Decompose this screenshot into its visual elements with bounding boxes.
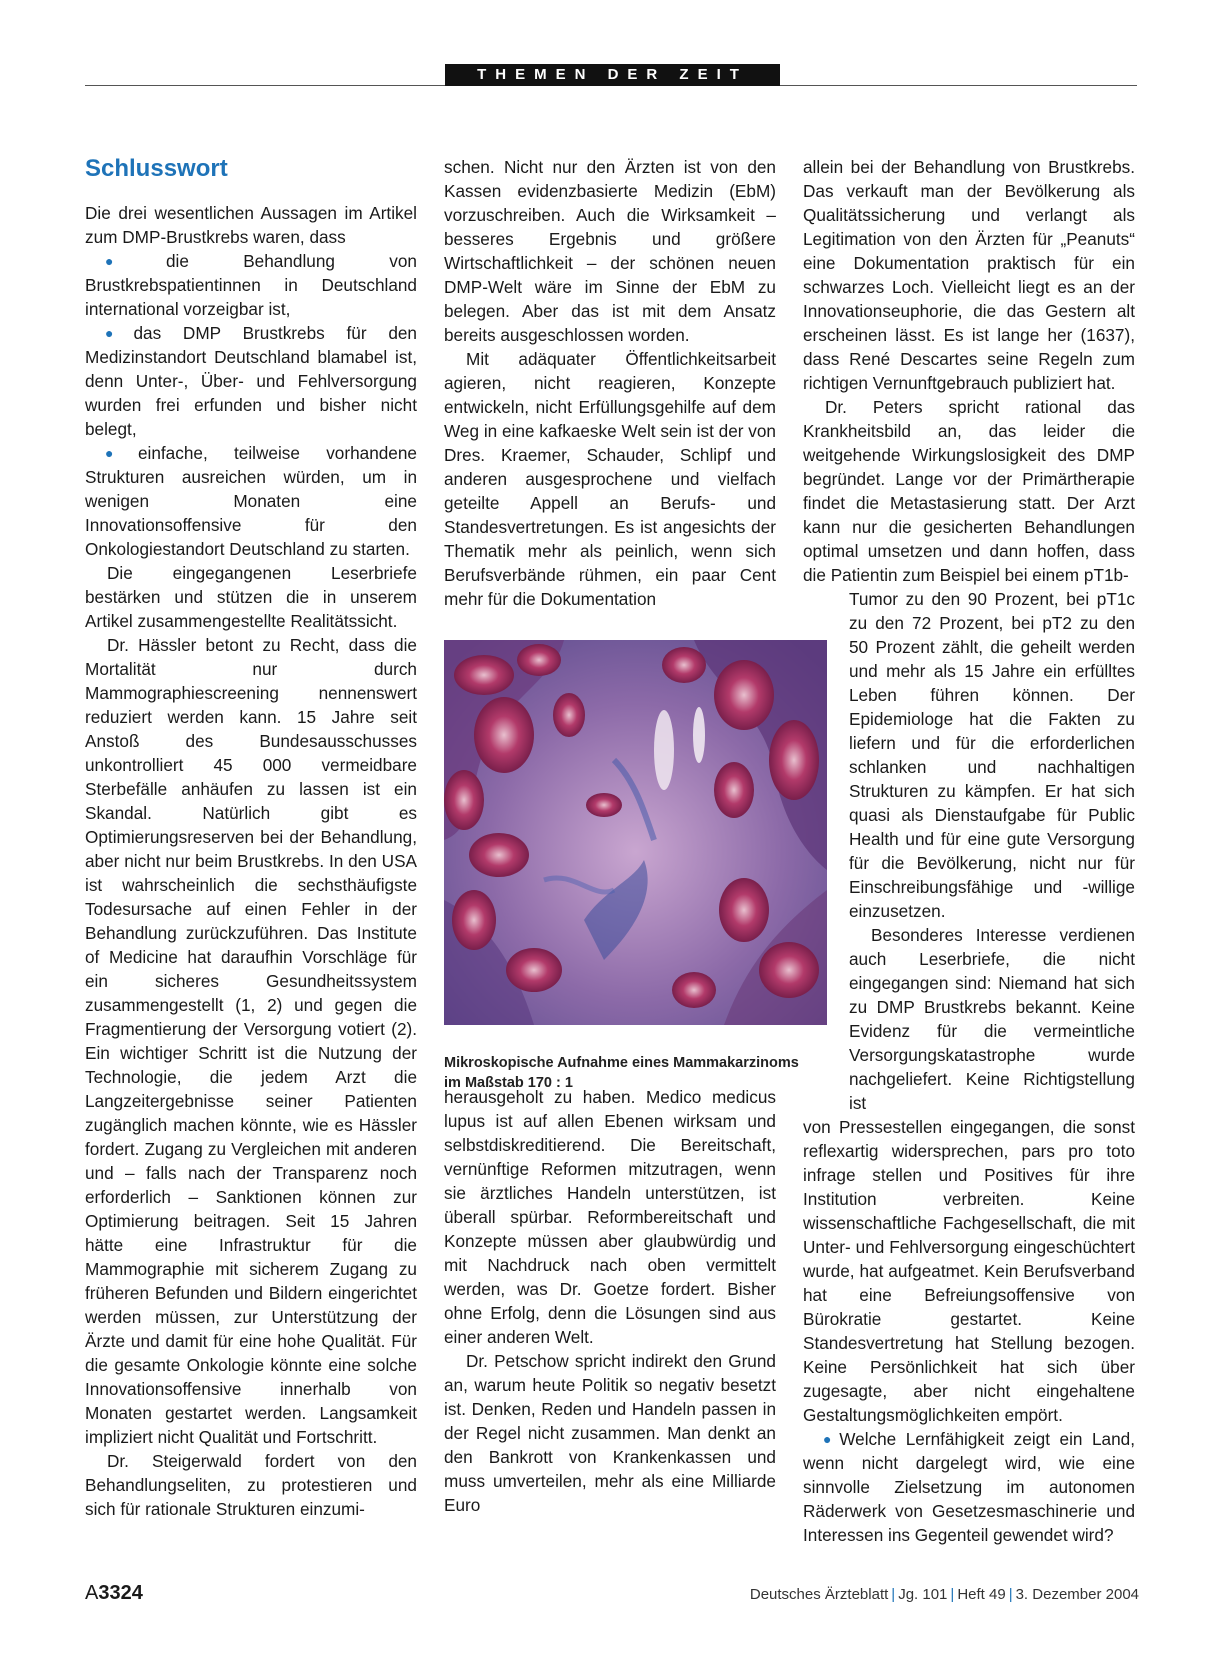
bullet-paragraph: ● einfache, teilweise vorhandene Strukturen ausreichen würden, um in wenigen Monaten eine Innovationsoffensive für den Onkologiestandort Deutschland zu starten. <box>85 443 417 559</box>
narrow-wrap-block <box>849 587 1135 1115</box>
bullet-icon: ● <box>823 1431 837 1447</box>
bullet-icon: ● <box>105 253 163 269</box>
micrograph-image <box>444 640 827 1025</box>
journal-name: Deutsches Ärzteblatt <box>749 1586 889 1603</box>
paragraph: Mit adäquater Öffentlichkeitsarbeit agieren, nicht reagieren, Konzepte entwickeln, nicht Erfüllungsgehilfe auf dem Weg in eine kafkaeske Welt sein ist der von Dres. Kraemer, Schauder, Schlipf und anderen ausgesprochene und vielfach geteilte Appell an Berufs- und Standesvertretungen. Es ist angesichts der Thematik mehr als peinlich, wenn sich Berufsverbände rühmen, ein paar Cent mehr für die Dokumentation <box>444 349 776 609</box>
caption-line-2: im Maßstab 170 : 1 <box>444 1075 573 1091</box>
bullet-paragraph: ● das DMP Brustkrebs für den Medizinstandort Deutschland blamabel ist, denn Unter-, Über- und Fehlversorgung wurden frei erfunden und bisher nicht belegt, <box>85 323 417 439</box>
article-title: Schlusswort <box>85 155 228 182</box>
publication-date: 3. Dezember 2004 <box>1015 1586 1139 1603</box>
column-2-bottom <box>444 1085 776 1517</box>
volume: Jg. 101 <box>898 1586 948 1603</box>
bullet-icon: ● <box>105 445 135 461</box>
paragraph: schen. Nicht nur den Ärzten ist von den Kassen evidenzbasierte Medizin (EbM) vorzuschreiben. Auch die Wirksamkeit – besseres Ergebnis und größere Wirtschaftlichkeit – der schönen neuen DMP-Welt wäre im Sinne der EbM zu belegen. Aber das ist mit dem Ansatz bereits ausgeschlossen worden. <box>444 157 776 345</box>
paragraph: von Pressestellen eingegangen, die sonst reflexartig widersprechen, pars pro toto infrage stellen und Positives für ihre Institution verbreiten. Keine wissenschaftliche Fachgesellschaft, die mit Unter- und Fehlversorgung eingeschüchtert wurde, hat aufgeatmet. Kein Berufsverband hat eine Befreiungsoffensive von Bürokratie gestartet. Keine Standesvertretung hat Stellung bezogen. Keine Persönlichkeit hat sich über zugesagte, aber nicht eingehaltene Gestaltungsmöglichkeiten empört. <box>803 1117 1135 1425</box>
paragraph: Dr. Petschow spricht indirekt den Grund an, warum heute Politik so negativ besetzt ist. Denken, Reden und Handeln passen in der Regel nicht zusammen. Man denkt an den Bankrott von Krankenkassen und muss umverteilen, mehr als eine Milliarde Euro <box>444 1351 776 1515</box>
issue: Heft 49 <box>957 1586 1006 1603</box>
column-2-top <box>444 155 776 611</box>
section-label: THEMEN DER ZEIT <box>445 64 780 86</box>
paragraph: Die eingegangenen Leserbriefe bestärken und stützen die in unserem Artikel zusammengestellte Realitätssicht. <box>85 563 417 631</box>
caption-line-1: Mikroskopische Aufnahme eines Mammakarzinoms <box>444 1055 799 1071</box>
column-1 <box>85 155 417 1521</box>
paragraph: Tumor zu den 90 Prozent, bei pT1c zu den 72 Prozent, bei pT2 zu den 50 Prozent zählt, die geheilt werden und mehr als 15 Jahre ein erfülltes Leben führen können. Der Epidemiologe hat die Fakten zu liefern und für die erforderlichen schlanken und nachhaltigen Strukturen zu kämpfen. Er hat sich quasi als Dienstaufgabe für Public Health und für eine gute Versorgung für die Bevölkerung, nicht nur für Einschreibungsfähige und -willige einzusetzen. <box>849 589 1135 921</box>
paragraph: herausgeholt zu haben. Medico medicus lupus ist auf allen Ebenen wirksam und selbstdiskreditierend. Die Bereitschaft, vernünftige Reformen mitzutragen, wenn sie ärztliches Handeln unterstützen, ist überall spürbar. Reformbereitschaft und Konzepte müssen aber glaubwürdig und mit Nachdruck nach oben vermittelt werden, was Dr. Goetze fordert. Bisher ohne Erfolg, denn die Lösungen sind aus einer anderen Welt. <box>444 1087 776 1347</box>
paragraph: Die drei wesentlichen Aussagen im Artikel zum DMP-Brustkrebs waren, dass <box>85 203 417 247</box>
paragraph: allein bei der Behandlung von Brustkrebs. Das verkauft man der Bevölkerung als Qualitätssicherung und verlangt als Legitimation von den Ärzten für „Peanuts“ eine Dokumentation praktisch für ein schwarzes Loch. Vielleicht liegt es an der Innovationseuphorie, die das Gestern alt erscheinen lässt. Es ist lange her (1637), dass René Descartes seine Regeln zum richtigen Vernunftgebrauch publiziert hat. <box>803 157 1135 393</box>
paragraph: Dr. Hässler betont zu Recht, dass die Mortalität nur durch Mammographiescreening nennenswert reduziert werden kann. 15 Jahre seit Anstoß des Bundesausschusses unkontrolliert 45 000 vermeidbare Sterbefälle anhäufen zu lassen ist ein Skandal. Natürlich gibt es Optimierungsreserven bei der Behandlung, aber nicht nur beim Brustkrebs. In den USA ist wahrscheinlich die sechsthäufigste Todesursache auf einen Fehler in der Behandlung zurückzuführen. Das Institute of Medicine hat daraufhin Vorschläge für ein sicheres Gesundheitssystem zusammengestellt (1, 2) und gegen die Fragmentierung der Versorgung votiert (2). Ein wichtiger Schritt ist die Nutzung der Technologie, die jedem Arzt die Langzeitergebnisse seiner Patienten zugänglich machen könnte, wie es Hässler fordert. Zugang zu Vergleichen mit anderen und – falls nach der Transparenz noch erforderlich – Sanktionen können zur Optimierung beitragen. Seit 15 Jahren hätte eine Infrastruktur für die Mammographie mit sicherem Zugang zu früheren Befunden und Bildern eingerichtet werden müssen, zur Unterstützung der Ärzte und damit für eine hohe Qualität. Für die gesamte Onkologie könnte eine solche Innovationsoffensive innerhalb von Monaten gestartet werden. Langsamkeit impliziert nicht Qualität und Fortschritt. <box>85 635 417 1447</box>
publication-info: Deutsches Ärzteblatt | Jg. 101 | Heft 49 | 3. Dezember 2004 <box>749 1586 1139 1603</box>
paragraph: Dr. Peters spricht rational das Krankheitsbild an, das leider die weitgehende Wirkungslosigkeit des DMP begründet. Lange vor der Primärtherapie findet die Metastasierung statt. Der Arzt kann nur die gesicherten Behandlungen optimal umsetzen und dann hoffen, dass die Patientin zum Beispiel bei einem pT1b- <box>803 397 1135 585</box>
paragraph: Besonderes Interesse verdienen auch Leserbriefe, die nicht eingegangen sind: Niemand hat sich zu DMP Brustkrebs bekannt. Keine Evidenz für die vermeintliche Versorgungskatastrophe wurde nachgeliefert. Keine Richtigstellung ist <box>849 925 1135 1113</box>
bullet-paragraph: ● Welche Lernfähigkeit zeigt ein Land, wenn nicht dargelegt wird, wie eine sinnvolle Zielsetzung im autonomen Räderwerk von Gesetzesmaschinerie und Interessen ins Gegenteil gewendet wird? <box>803 1429 1135 1545</box>
page-number: A3324 <box>85 1582 143 1604</box>
paragraph: Dr. Steigerwald fordert von den Behandlungseliten, zu protestieren und sich für rationale Strukturen einzumi- <box>85 1451 417 1519</box>
bullet-icon: ● <box>105 325 131 341</box>
bullet-paragraph: ● die Behandlung von Brustkrebspatientinnen in Deutschland international vorzeigbar ist, <box>85 251 417 319</box>
column-3 <box>803 155 1135 1547</box>
